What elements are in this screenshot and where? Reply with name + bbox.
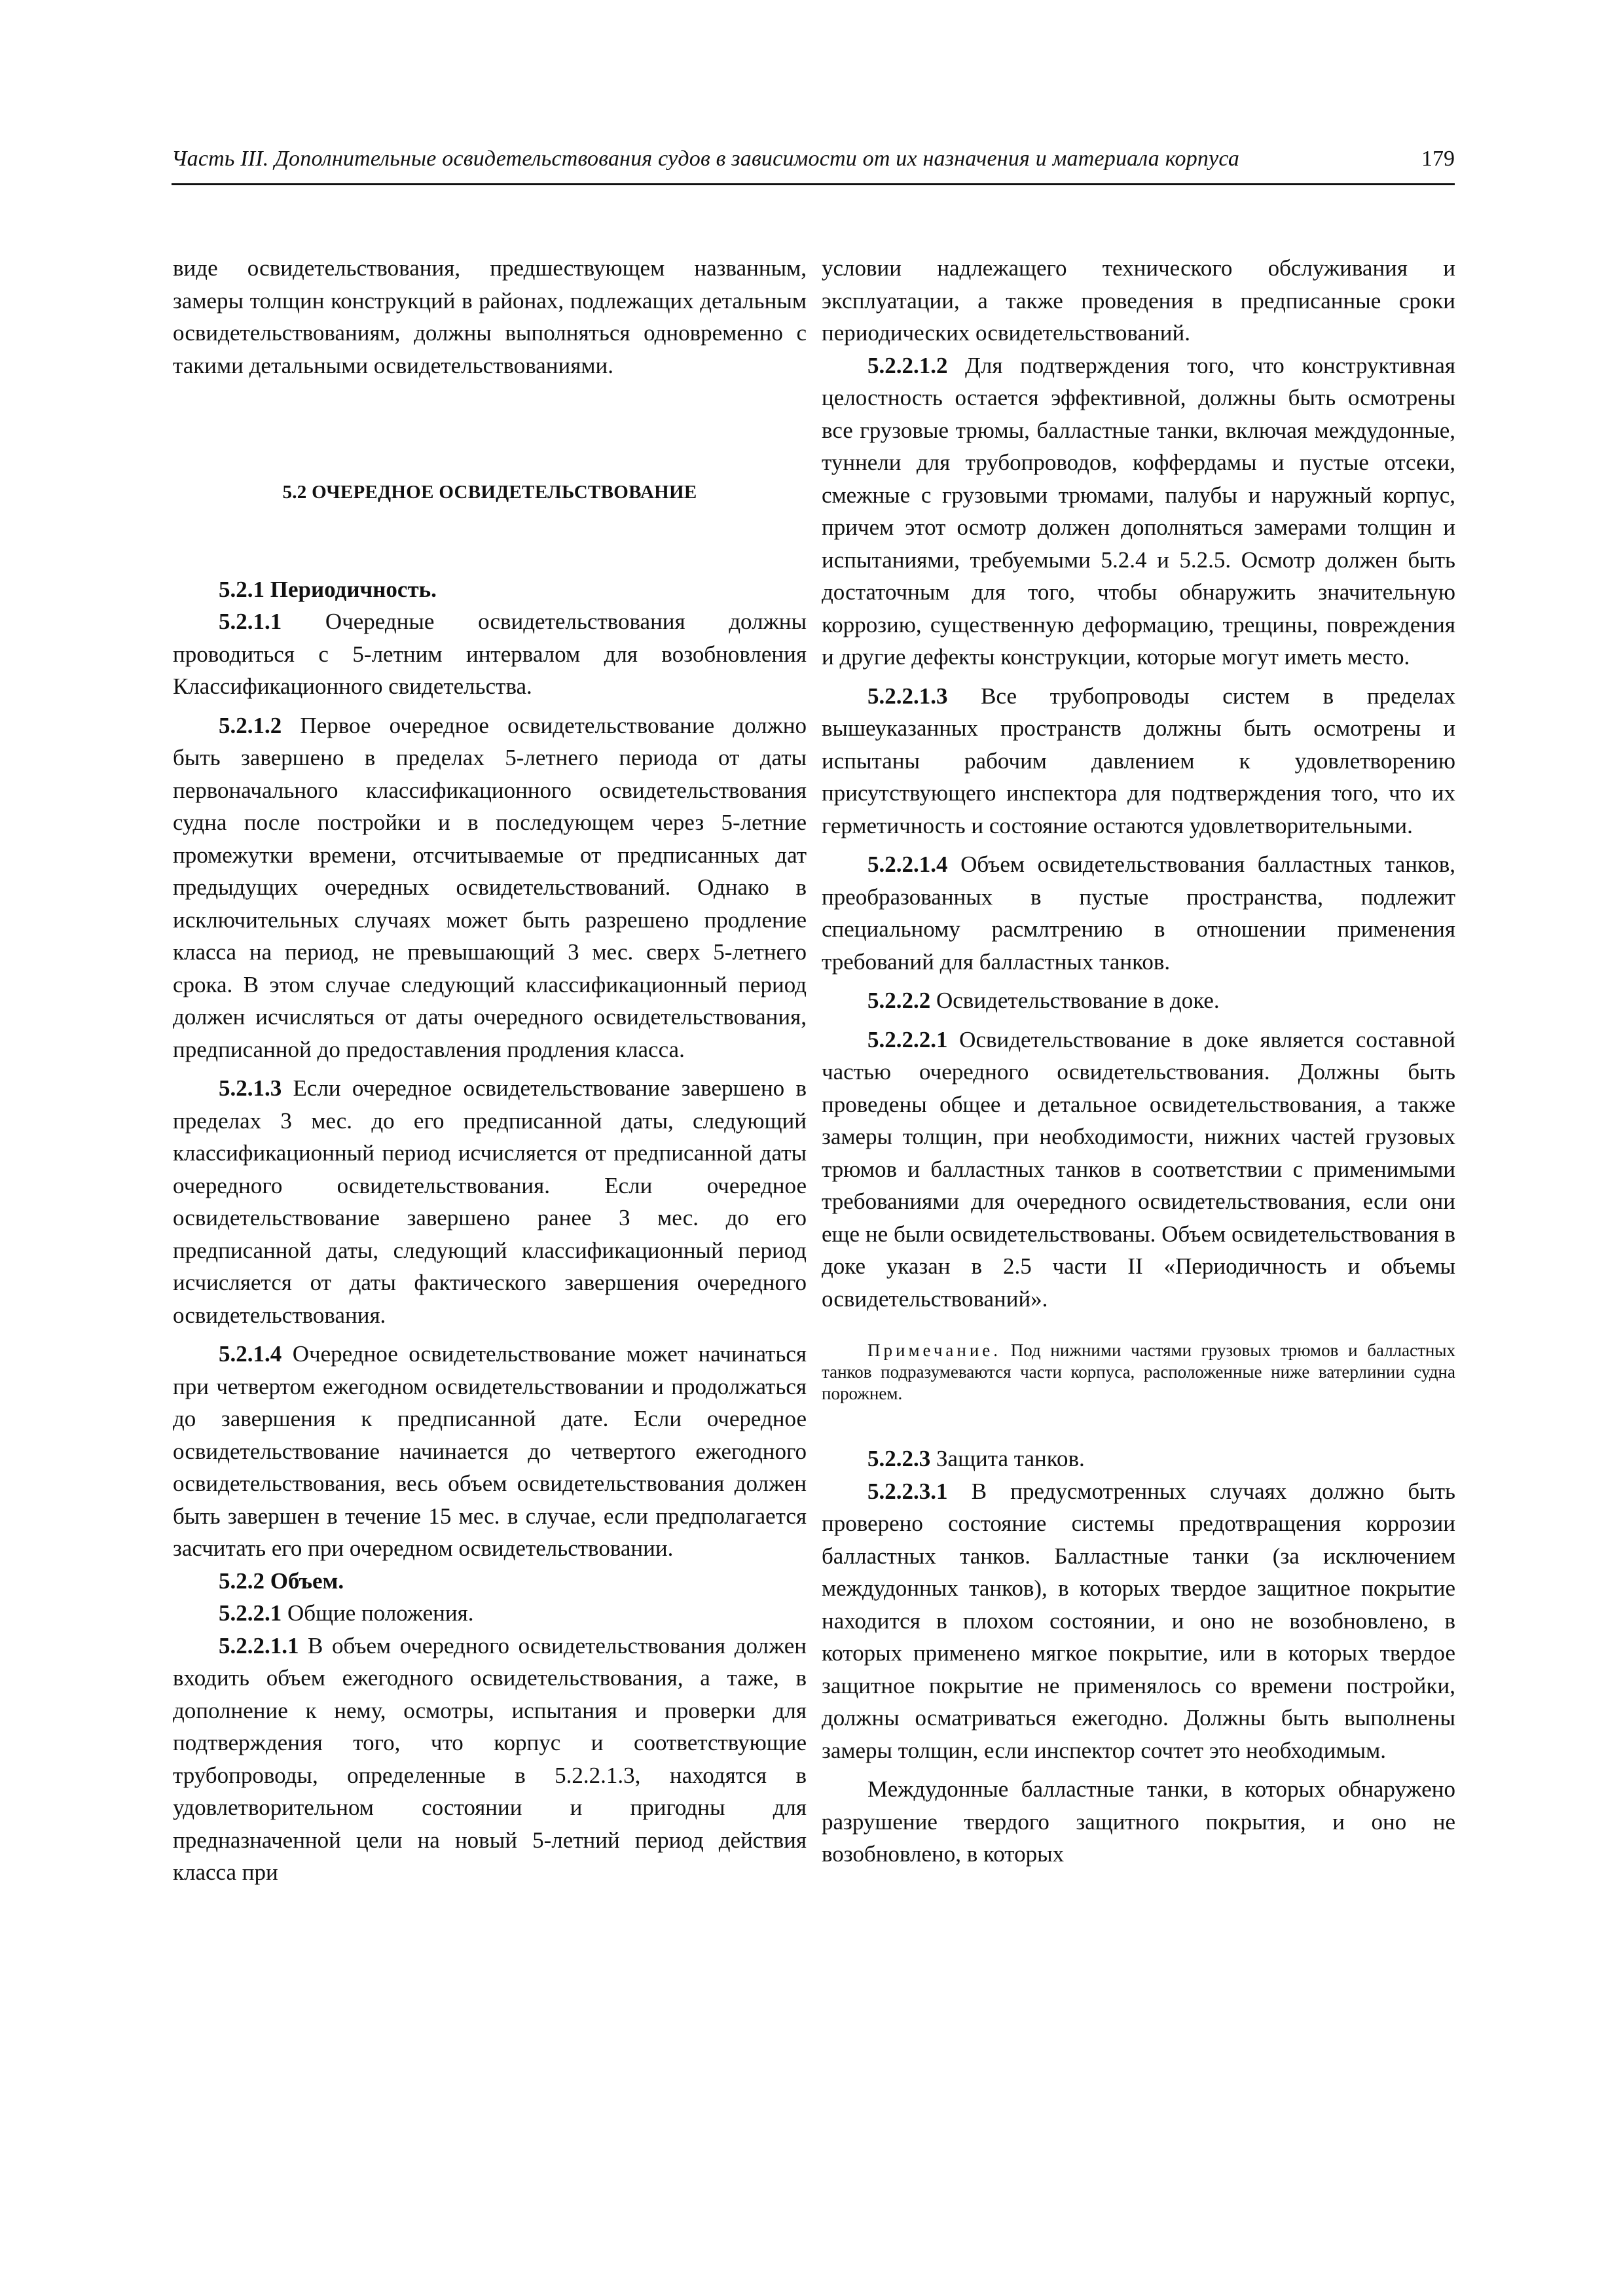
paragraph-5-2-2-1-2: [822, 350, 1455, 673]
paragraph-5-2-2-1-3: [822, 680, 1455, 842]
paragraph-5-2-2-1-1: [173, 1630, 807, 1889]
clause-number: 5.2.1.2: [219, 712, 282, 738]
clause-number: 5.2.2.3: [867, 1446, 931, 1471]
paragraph-5-2-2-3-1: [822, 1475, 1455, 1767]
paragraph-last: Междудонные балластные танки, в которых обнаружено разрушение твердого защитного покрытия, и оно не возобновлено, в которых: [822, 1776, 1455, 1867]
clause-number: 5.2.2.1.2: [867, 352, 948, 378]
paragraph-5-2-2-2-1: [822, 1024, 1455, 1316]
left-column: [173, 252, 807, 1889]
paragraph-5-2-2-3: [822, 1443, 1455, 1475]
heading-5-2-1: [173, 573, 807, 606]
clause-number: 5.2.2.2: [867, 988, 931, 1013]
clause-text: Общие положения.: [282, 1600, 474, 1626]
clause-text: В объем очередного освидетельствования должен входить объем ежегодного освидетельствования, а таже, в дополнение к нему, осмотры, испытания и проверки для подтверждения того, что корпус и соответствующие трубопроводы, определенные в 5.2.2.1.3, находятся в удовлетворительном состоянии и пригодны для предназначенной цели на новый 5-летний период действия класса при: [173, 1632, 807, 1885]
clause-text: Для подтверждения того, что конструктивная целостность остается эффективной, должны быть осмотрены все грузовые трюмы, балластные танки, включая междудонные, туннели для трубопроводов, коффердамы и пустые отсеки, смежные с грузовыми трюмами, палубы и наружный корпус, причем этот осмотр должен дополняться замерами толщин и испытаниями, требуемыми 5.2.4 и 5.2.5. Осмотр должен быть достаточным для того, чтобы обнаружить значительную коррозию, существенную деформацию, трещины, повреждения и другие дефекты конструкции, которые могут иметь место.: [822, 352, 1455, 670]
page-number: 179: [1421, 147, 1455, 171]
clause-text: Освидетельствование в доке является составной частью очередного освидетельствования. Должны быть проведены общее и детальное освидетельствования, а также замеры толщин, при необходимости, нижних частей грузовых трюмов и балластных танков в соответствии с применимыми требованиями для очередного освидетельствования, если они еще не были освидетельствованы. Объем освидетельствования в доке указан в 2.5 части II «Периодичность и объемы освидетельствований».: [822, 1026, 1455, 1312]
clause-number: 5.2.1.1: [219, 609, 282, 634]
clause-text: Объем освидетельствования балластных танков, преобразованных в пустые пространства, подлежит специальному расмлтрению в отношении применения требований для балластных танков.: [822, 852, 1455, 975]
clause-number: 5.2.2.1: [219, 1600, 282, 1626]
clause-text: Защита танков.: [930, 1446, 1085, 1471]
heading-text: 5.2.1 Периодичность.: [219, 576, 437, 602]
clause-text: В предусмотренных случаях должно быть проверено состояние системы предотвращения коррозии балластных танков. Балластные танки (за исключением междудонных танков), в которых твердое защитное покрытие находится в плохом состоянии, и оно не возобновлено, в которых применено мягкое покрытие, или в которых твердое защитное покрытие не применялось со времени постройки, должны осматриваться ежегодно. Должны быть выполнены замеры толщин, если инспектор сочтет это необходимым.: [822, 1478, 1455, 1763]
clause-text: Если очередное освидетельствование завершено в пределах 3 мес. до его предписанной даты, следующий классификационный период исчисляется от предписанной даты очередного освидетельствования. Если очередное освидетельствование завершено ранее 3 мес. до его предписанной даты, следующий классификационный период исчисляется от даты фактического завершения очередного освидетельствования.: [173, 1075, 807, 1328]
clause-text: Очередное освидетельствование может начинаться при четвертом ежегодном освидетельствовании и продолжаться до завершения к предписанной дате. Если очередное освидетельствование начинается до четвертого ежегодного освидетельствования, весь объем освидетельствования должен быть завершен в течение 15 мес. в случае, если предполагается засчитать его при очередном освидетельствовании.: [173, 1341, 807, 1561]
heading-5-2-2: [173, 1565, 807, 1598]
running-header: [172, 143, 1455, 185]
clause-text: Первое очередное освидетельствование должно быть завершено в пределах 5-летнего периода от даты первоначального классификационного освидетельствования судна после постройки и в последующем через 5-летние промежутки времени, отсчитываемые от предписанных дат предыдущих очередных освидетельствований. Однако в исключительных случаях может быть разрешено продление класса на период, не превышающий 3 мес. сверх 5-летнего срока. В этом случае следующий классификационный период должен исчисляться от даты очередного освидетельствования, предписанной до предоставления продления класса.: [173, 712, 807, 1062]
clause-number: 5.2.2.1.3: [867, 683, 948, 709]
paragraph-5-2-1-1: [173, 605, 807, 703]
clause-number: 5.2.2.3.1: [867, 1478, 948, 1504]
right-column: [822, 252, 1455, 1871]
header-title: Часть III. Дополнительные освидетельствования судов в зависимости от их назначения и материала корпуса: [172, 147, 1240, 171]
paragraph-5-2-2-1: [173, 1597, 807, 1630]
paragraph-5-2-1-3: [173, 1072, 807, 1331]
clause-text: Все трубопроводы систем в пределах вышеуказанных пространств должны быть осмотрены и испытаны рабочим давлением к удовлетворению присутствующего инспектора для подтверждения того, что их герметичность и состояние остаются удовлетворительными.: [822, 683, 1455, 838]
paragraph-5-2-2-2: [822, 984, 1455, 1017]
note-label: Примечание.: [867, 1340, 1002, 1360]
note: [822, 1340, 1455, 1405]
clause-number: 5.2.2.1.1: [219, 1632, 299, 1659]
clause-text: Очередные освидетельствования должны проводиться с 5-летним интервалом для возобновления Классификационного свидетельства.: [173, 609, 807, 699]
section-title: 5.2 ОЧЕРЕДНОЕ ОСВИДЕТЕЛЬСТВОВАНИЕ: [282, 482, 697, 503]
paragraph-5-2-1-2: [173, 709, 807, 1066]
note-text: Под нижними частями грузовых трюмов и балластных танков подразумеваются части корпуса, расположенные ниже ватерлинии судна порожнем.: [822, 1340, 1455, 1403]
heading-text: 5.2.2 Объем.: [219, 1568, 344, 1594]
paragraph-5-2-1-4: [173, 1338, 807, 1565]
clause-number: 5.2.2.1.4: [867, 852, 948, 877]
clause-number: 5.2.2.2.1: [867, 1026, 948, 1052]
clause-number: 5.2.1.4: [219, 1341, 282, 1367]
paragraph-intro: виде освидетельствования, предшествующем названным, замеры толщин конструкций в районах, подлежащих детальным освидетельствованиям, должны выполняться одновременно с такими детальными освидетельствованиями.: [173, 255, 807, 378]
clause-number: 5.2.1.3: [219, 1075, 282, 1101]
paragraph-continued: условии надлежащего технического обслуживания и эксплуатации, а также проведения в предписанные сроки периодических освидетельствований.: [822, 255, 1455, 346]
clause-text: Освидетельствование в доке.: [930, 988, 1220, 1013]
paragraph-5-2-2-1-4: [822, 848, 1455, 978]
